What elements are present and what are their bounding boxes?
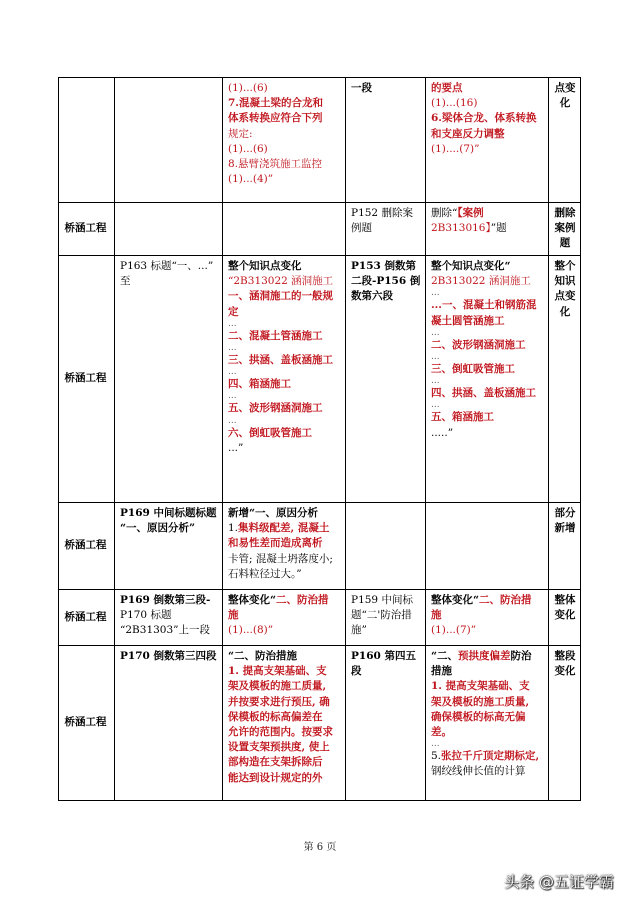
- page-number: 第 6 页: [303, 842, 337, 853]
- text-line: ...: [228, 343, 237, 354]
- old-location-cell: [115, 646, 223, 801]
- text-line: P170 标题: [120, 609, 172, 622]
- text-line: 保模板的标高偏差在: [228, 710, 323, 723]
- new-location-cell: [346, 256, 426, 503]
- text-line: .....”: [431, 426, 454, 439]
- text-line: 7.混凝土梁的合龙和: [228, 97, 323, 110]
- text-line: 删除: [554, 207, 576, 219]
- text-line: “二、预拱度偏差防治: [431, 650, 532, 662]
- old-location-cell: [115, 78, 223, 203]
- new-content-cell: [426, 256, 549, 503]
- text-line: 变化: [554, 609, 576, 622]
- text-line: (1)...(7)”: [431, 624, 477, 637]
- text-line: ...一、混凝土和钢筋混: [431, 299, 537, 312]
- text-line: (1)....(7)”: [431, 142, 480, 155]
- text-line: 整个知识点变化“: [431, 260, 511, 272]
- text-line: 化: [559, 305, 571, 318]
- text-line: 点变: [554, 82, 576, 94]
- text-line: 部分: [554, 507, 576, 519]
- text-line: 五、箱涵施工: [431, 411, 494, 424]
- text-line: 三、倒虹吸管施工: [431, 363, 515, 376]
- text-line: ...”: [228, 441, 244, 454]
- text-line: 变化: [554, 665, 576, 678]
- old-location-cell: [115, 203, 223, 256]
- text-line: 四、箱涵施工: [228, 378, 291, 391]
- text-line: (1)...(4)”: [228, 173, 274, 186]
- text-line: ...: [431, 352, 440, 363]
- text-line: 体系转换应符合下列: [228, 112, 323, 125]
- text-line: 允许的范围内。按要求: [228, 726, 333, 739]
- text-line: P169 倒数第三段-: [120, 594, 211, 606]
- old-location-cell: [115, 503, 223, 590]
- text-line: 1.集料级配差, 混凝土: [228, 522, 330, 535]
- change-type-cell: [549, 590, 581, 646]
- text-line: 施: [431, 609, 442, 622]
- text-line: 段: [351, 665, 362, 678]
- text-line: (1)...(16): [431, 97, 478, 110]
- text-line: 和支座反力调整: [431, 127, 505, 140]
- text-line: 整体变化“二、防治措: [228, 594, 329, 606]
- text-line: P153 倒数第: [351, 260, 416, 272]
- text-line: 整体变化“二、防治措: [431, 594, 532, 606]
- text-line: 三、拱涵、盖板涵施工: [228, 354, 333, 367]
- text-line: 六、倒虹吸管施工: [228, 426, 312, 439]
- text-line: 二段-P156 倒: [351, 275, 421, 288]
- text-line: 新增“一、原因分析: [228, 507, 319, 519]
- text-line: (1)...(6): [228, 82, 268, 94]
- text-line: 点变: [554, 290, 576, 303]
- new-content-cell: [426, 590, 549, 646]
- text-line: ...: [431, 376, 440, 387]
- text-line: 规定:: [228, 127, 253, 140]
- watermark: 头条 @五证学霸: [504, 873, 614, 891]
- text-line: ...: [431, 288, 440, 299]
- text-line: 架及模板的施工质量,: [431, 695, 530, 708]
- old-location-cell: [115, 256, 223, 503]
- text-line: 施: [228, 609, 239, 622]
- old-content-cell: [223, 503, 346, 590]
- text-line: ...: [431, 400, 440, 411]
- text-line: “二、防治措施: [228, 650, 298, 662]
- text-line: ...: [228, 367, 237, 378]
- text-line: 数第六段: [351, 290, 393, 303]
- text-line: P169 中间标题标题: [120, 507, 217, 519]
- text-line: P170 倒数第三四段: [120, 650, 217, 662]
- new-content-cell: [426, 646, 549, 801]
- category-cell: 桥涵工程: [59, 503, 115, 590]
- text-line: 架及模板的施工质量,: [228, 680, 327, 693]
- table-row: [59, 646, 581, 801]
- text-line: (1)...(6): [228, 142, 268, 155]
- text-line: ...: [228, 415, 237, 426]
- text-line: 题“二'防治措: [351, 609, 412, 622]
- change-type-cell: [549, 256, 581, 503]
- old-content-cell: [223, 256, 346, 503]
- text-line: 8.悬臂浇筑施工监控: [228, 158, 323, 171]
- text-line: 整个: [554, 260, 576, 272]
- text-line: P152 删除案: [351, 207, 413, 219]
- text-line: 四、拱涵、盖板涵施工: [431, 387, 536, 400]
- text-line: ...: [228, 318, 237, 329]
- category-cell: 桥涵工程: [59, 203, 115, 256]
- text-line: 新增: [554, 522, 576, 535]
- text-line: 知识: [554, 275, 576, 288]
- text-line: 确保模板的标高无偏: [431, 710, 526, 723]
- old-content-cell: [223, 78, 346, 203]
- text-line: 一、涵洞施工的一般规: [228, 290, 333, 303]
- text-line: 定: [228, 305, 239, 318]
- text-line: 一段: [351, 82, 372, 94]
- text-line: 并按要求进行预压, 确: [228, 695, 330, 708]
- text-line: (1)...(8)”: [228, 624, 274, 637]
- text-line: 整段: [554, 650, 576, 662]
- new-location-cell: [346, 590, 426, 646]
- text-line: 差。: [431, 726, 452, 739]
- new-content-cell: [426, 203, 549, 256]
- text-line: ...: [431, 327, 440, 338]
- text-line: 2B313022 涵洞施工: [431, 275, 531, 288]
- text-line: 案例: [554, 222, 576, 235]
- text-line: 整个知识点变化: [228, 260, 302, 272]
- text-line: 至: [120, 275, 131, 288]
- text-line: 施”: [351, 624, 367, 637]
- text-line: 例题: [351, 222, 372, 235]
- table-row: [59, 590, 581, 646]
- text-line: “2B313022 涵洞施工: [228, 275, 334, 288]
- table-row: [59, 503, 581, 590]
- text-line: 五、波形钢涵洞施工: [228, 402, 323, 415]
- text-line: P163 标题“一、...”: [120, 260, 214, 272]
- old-content-cell: [223, 590, 346, 646]
- new-location-cell: [346, 503, 426, 590]
- table-body: [59, 78, 581, 801]
- change-type-cell: [549, 203, 581, 256]
- table-row: [59, 78, 581, 203]
- text-line: 凝土圆管涵施工: [431, 314, 505, 327]
- old-content-cell: [223, 646, 346, 801]
- text-line: 的要点: [431, 82, 463, 94]
- text-line: 化: [559, 97, 571, 110]
- text-line: ...: [431, 739, 440, 750]
- category-cell: 桥涵工程: [59, 256, 115, 503]
- text-line: 和易性差而造成离析: [228, 537, 323, 550]
- text-line: 卡管; 混凝土坍落度小;: [228, 552, 333, 565]
- text-line: 石料粒径过大。”: [228, 567, 302, 580]
- text-line: “2B31303”上一段: [120, 624, 211, 637]
- text-line: 部构造在支架拆除后: [228, 756, 323, 769]
- table-row: [59, 203, 581, 256]
- text-line: 5.张拉千斤顶定期标定,: [431, 750, 540, 763]
- text-line: 1. 提高支架基础、支: [228, 665, 327, 678]
- text-line: ...: [228, 391, 237, 402]
- text-line: 题: [559, 237, 571, 250]
- text-line: 1. 提高支架基础、支: [431, 680, 530, 693]
- new-content-cell: [426, 503, 549, 590]
- new-location-cell: [346, 78, 426, 203]
- text-line: 6.梁体合龙、体系转换: [431, 112, 537, 125]
- table-row: [59, 256, 581, 503]
- text-line: 二、波形钢涵洞施工: [431, 338, 526, 351]
- text-line: 删除“【案例: [431, 207, 484, 219]
- change-type-cell: [549, 646, 581, 801]
- new-location-cell: [346, 646, 426, 801]
- new-content-cell: [426, 78, 549, 203]
- category-cell: 桥涵工程: [59, 646, 115, 801]
- text-line: “一、原因分析”: [120, 522, 196, 535]
- comparison-table: [58, 77, 581, 801]
- category-cell: [59, 78, 115, 203]
- text-line: P159 中间标: [351, 594, 413, 606]
- text-line: P160 第四五: [351, 650, 416, 662]
- old-content-cell: [223, 203, 346, 256]
- text-line: 措施: [431, 665, 452, 678]
- category-cell: 桥涵工程: [59, 590, 115, 646]
- text-line: 设置支架预拱度, 使上: [228, 741, 330, 754]
- text-line: 钢绞线伸长值的计算: [431, 765, 526, 778]
- text-line: 2B313016】”题: [431, 222, 507, 235]
- text-line: 能达到设计规定的外: [228, 771, 323, 784]
- change-type-cell: [549, 78, 581, 203]
- old-location-cell: [115, 590, 223, 646]
- change-type-cell: [549, 503, 581, 590]
- text-line: 二、混凝土管涵施工: [228, 329, 323, 342]
- new-location-cell: [346, 203, 426, 256]
- text-line: 整体: [554, 594, 576, 606]
